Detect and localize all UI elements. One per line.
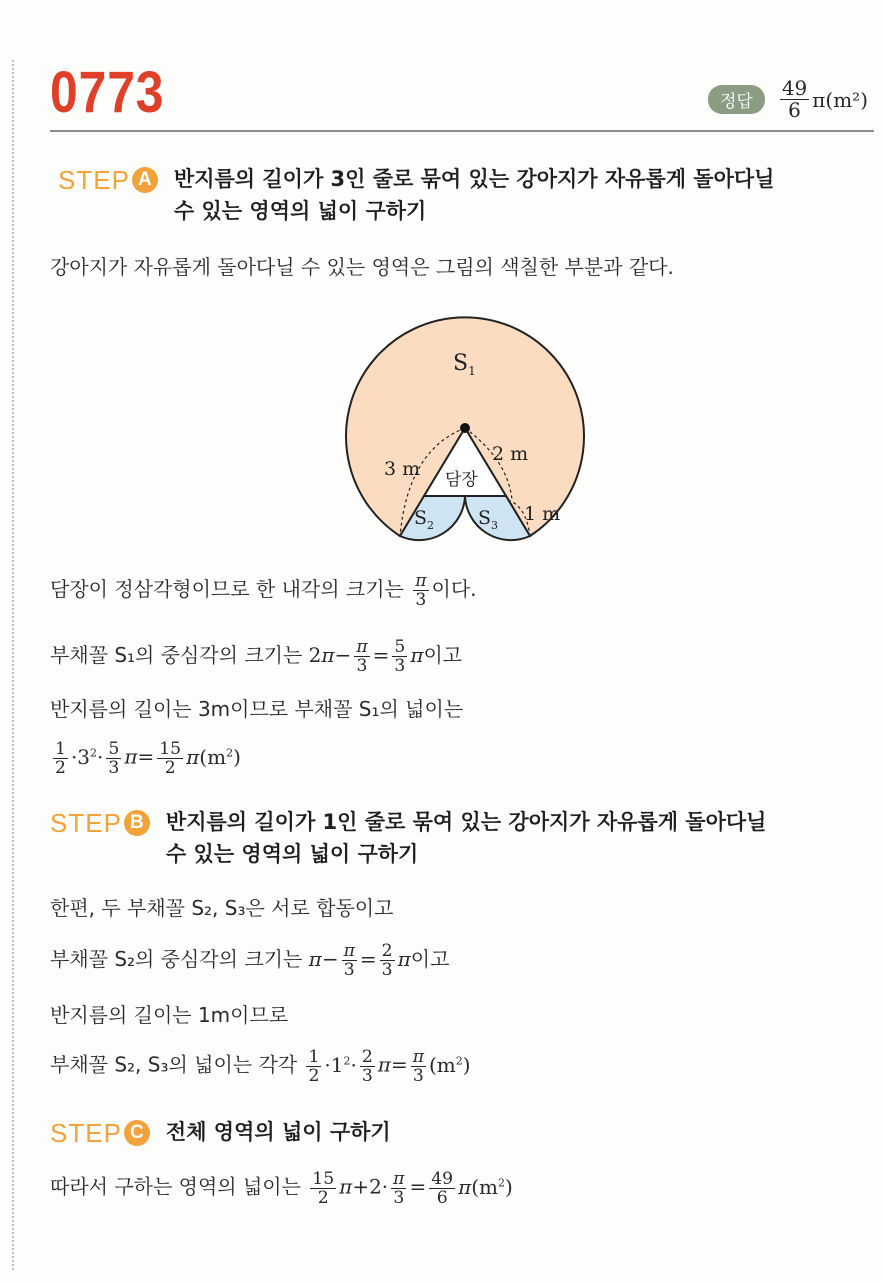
- line-a2-tail: 이고: [423, 643, 463, 668]
- answer-badge: 정답: [708, 85, 765, 114]
- step-b-title-2: 수 있는 영역의 넓이 구하기: [165, 842, 419, 866]
- answer-box: [708, 78, 868, 121]
- line-b3: 반지름의 길이는 1m이므로: [50, 1003, 289, 1027]
- step-b-badge: B: [124, 810, 150, 836]
- answer-numerator: 49: [781, 76, 808, 100]
- step-a-header: [58, 163, 774, 227]
- header-rule: [50, 130, 874, 132]
- line-b2-tail: 이고: [410, 947, 450, 972]
- label-fence: 담장: [445, 470, 478, 490]
- step-b-header: [50, 806, 766, 870]
- line-c1: 따라서 구하는 영역의 넓이는 $\frac{15}{2}$ π+2· $\frac{\pi}{3}$ = $\frac{49}{6}$ $\pi(m^2)$: [50, 1168, 513, 1208]
- answer-unit: π(m²): [812, 87, 868, 112]
- step-c-badge: C: [124, 1120, 150, 1146]
- line-b2: 부채꼴 S₂의 중심각의 크기는 π− $\frac{\pi}{3}$ = $\frac{2}{3}$ π이고: [50, 941, 450, 981]
- step-a-title-2: 수 있는 영역의 넓이 구하기: [173, 199, 427, 223]
- line-c1-text: 따라서 구하는 영역의 넓이는: [50, 1174, 301, 1199]
- line-a4-formula: $\frac{1}{2}$ $\cdot 3^2\cdot$ $\frac{5}{3}$ π= $\frac{15}{2}$ $\pi(m^2)$: [55, 738, 241, 778]
- step-b-title-1: 반지름의 길이가 1인 줄로 묶여 있는 강아지가 자유롭게 돌아다닐: [165, 810, 767, 834]
- step-a-word: STEP: [58, 165, 130, 195]
- label-s3: $S_3$: [478, 507, 499, 532]
- line-a3: 반지름의 길이는 3m이므로 부채꼴 S₁의 넓이는: [50, 697, 464, 721]
- problem-number: 0773: [50, 60, 165, 125]
- label-rope-2m: 2 m: [492, 443, 529, 465]
- dog-anchor-point: [460, 423, 470, 433]
- line-a2-text: 부채꼴 S₁의 중심각의 크기는: [50, 643, 303, 668]
- label-s1: $S_1$: [453, 351, 476, 378]
- line-b4-text: 부채꼴 S₂, S₃의 넓이는 각각: [50, 1052, 298, 1077]
- label-rope-3m: 3 m: [384, 458, 421, 480]
- answer-fraction: [780, 78, 809, 121]
- intro-line: 강아지가 자유롭게 돌아다닐 수 있는 영역은 그림의 색칠한 부분과 같다.: [50, 255, 674, 279]
- line-a1-text: 담장이 정삼각형이므로 한 내각의 크기는: [50, 577, 404, 602]
- line-b4: 부채꼴 S₂, S₃의 넓이는 각각 $\frac{1}{2}$ $\cdot 1^2\cdot$ $\frac{2}{3}$ π= $\frac{\pi}{3}$ $(m^2)$: [50, 1046, 471, 1086]
- diagram: [0, 300, 884, 560]
- step-a-title-1: 반지름의 길이가 3인 줄로 묶여 있는 강아지가 자유롭게 돌아다닐: [173, 167, 775, 191]
- answer-denominator: 6: [788, 98, 801, 122]
- line-a1: 담장이 정삼각형이므로 한 내각의 크기는 $\frac{\pi}{3}$ 이다.: [50, 571, 477, 611]
- line-a1-tail: 이다.: [431, 577, 477, 602]
- line-b2-text: 부채꼴 S₂의 중심각의 크기는: [50, 947, 303, 972]
- step-a-badge: A: [132, 167, 158, 193]
- line-b1: 한편, 두 부채꼴 S₂, S₃은 서로 합동이고: [50, 896, 394, 920]
- step-b-word: STEP: [50, 808, 122, 838]
- step-c-title: 전체 영역의 넓이 구하기: [165, 1120, 391, 1144]
- page-margin-dots: [12, 60, 14, 1270]
- step-c-header: [50, 1116, 391, 1150]
- label-rope-1m: 1 m: [524, 503, 561, 525]
- label-s2: $S_2$: [414, 507, 435, 532]
- line-a2: 부채꼴 S₁의 중심각의 크기는 2π− $\frac{\pi}{3}$ = $\frac{5}{3}$ π이고: [50, 637, 463, 677]
- step-c-word: STEP: [50, 1118, 122, 1148]
